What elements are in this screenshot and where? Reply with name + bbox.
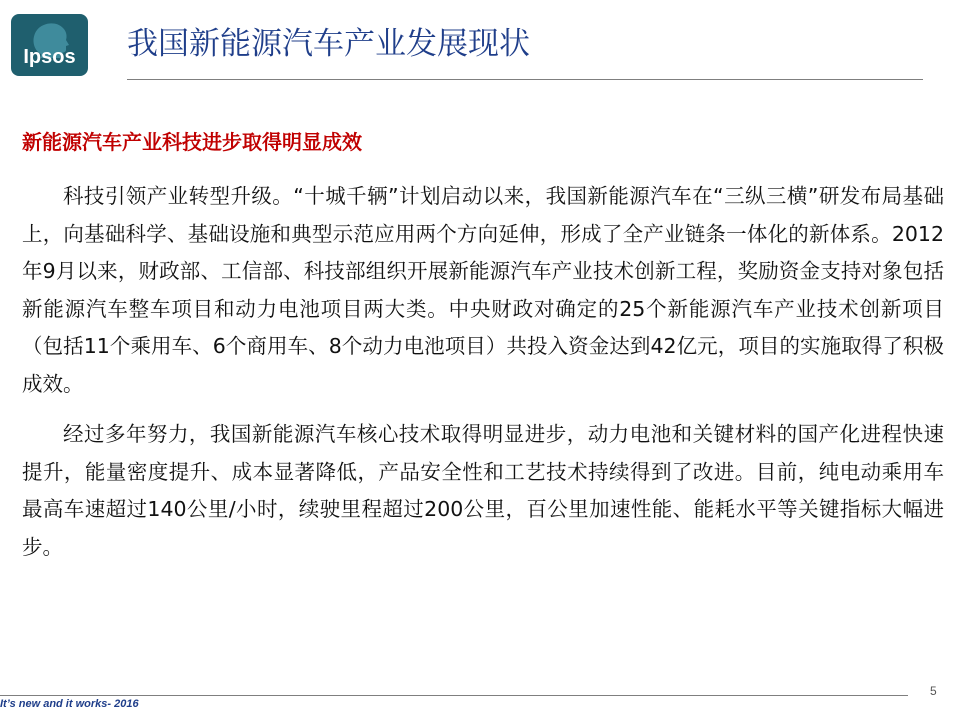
page-number: 5	[930, 684, 937, 698]
logo-wordmark: Ipsos	[23, 46, 76, 68]
ipsos-logo	[11, 14, 88, 76]
title-divider	[127, 79, 923, 80]
body-text	[22, 178, 944, 566]
paragraph-1: 科技引领产业转型升级。“十城千辆”计划启动以来，我国新能源汽车在“三纵三横”研发布局基础上，向基础科学、基础设施和典型示范应用两个方向延伸，形成了全产业链条一体化的新体系。2012年9月以来，财政部、工信部、科技部组织开展新能源汽车产业技术创新工程，奖励资金支持对象包括新能源汽车整车项目和动力电池项目两大类。中央财政对确定的25个新能源汽车产业技术创新项目（包括11个乘用车、6个商用车、8个动力电池项目）共投入资金达到42亿元，项目的实施取得了积极成效。	[22, 184, 944, 396]
footer-divider	[0, 695, 908, 696]
footer-caption: It’s new and it works- 2016	[0, 698, 139, 710]
page-title: 我国新能源汽车产业发展现状	[127, 26, 530, 62]
section-subheading: 新能源汽车产业科技进步取得明显成效	[22, 130, 362, 154]
paragraph-2: 经过多年努力，我国新能源汽车核心技术取得明显进步，动力电池和关键材料的国产化进程快速提升，能量密度提升、成本显著降低，产品安全性和工艺技术持续得到了改进。目前，纯电动乘用车最高车速超过140公里/小时，续驶里程超过200公里，百公里加速性能、能耗水平等关键指标大幅进步。	[22, 422, 944, 559]
